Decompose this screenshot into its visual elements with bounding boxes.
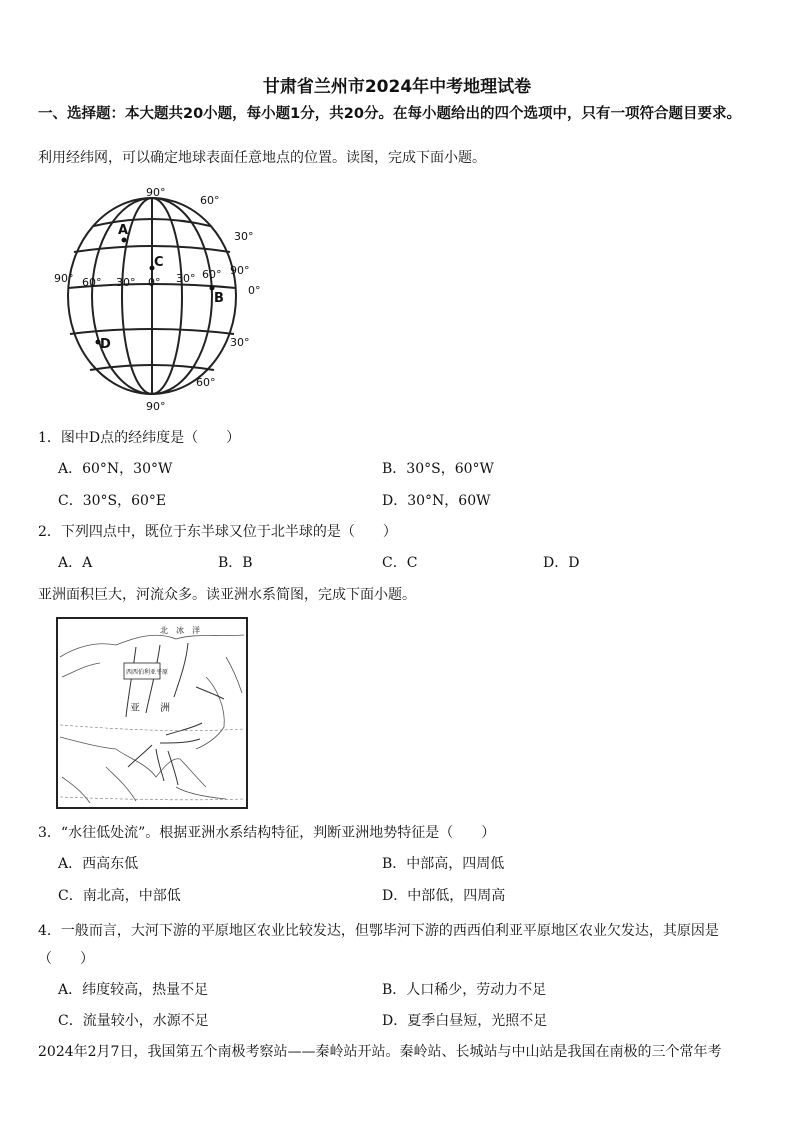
q2-option-b[interactable]: B．B [218,555,253,571]
point-b-marker [210,286,215,291]
question-3-stem: 3．“水往低处流”。根据亚洲水系结构特征，判断亚洲地势特征是（ ） [38,825,496,841]
q1-option-c[interactable]: C．30°S，60°E [58,493,167,509]
lat-label-90s: 90° [146,400,166,413]
lon-label-30e: 30° [176,272,196,285]
label-asia: 亚 洲 [130,703,170,714]
label-arctic-ocean: 北 冰 洋 [160,626,200,635]
point-d-label: D [100,337,111,352]
point-c-label: C [154,255,164,270]
question-4-stem: 4．一般而言，大河下游的平原地区农业比较发达，但鄂毕河下游的西西伯利亚平原地区农业欠发达，其原因是（ ） [38,923,719,967]
lon-label-60e: 60° [202,268,222,281]
q4-option-b[interactable]: B．人口稀少，劳动力不足 [382,982,547,998]
globe-grid [68,198,236,394]
point-b-label: B [214,291,224,306]
point-a-marker [122,238,127,243]
lat-label-60n: 60° [200,194,220,207]
lon-label-90w: 90° [54,272,74,285]
label-west-siberian-plain: 西西伯利亚平原 [126,669,169,676]
q1-option-a[interactable]: A．60°N，30°W [58,461,173,477]
q3-option-a[interactable]: A．西高东低 [58,856,139,872]
lon-label-90e: 90° [230,264,250,277]
graticule-globe-figure [52,182,268,414]
lon-label-30w: 30° [116,276,136,289]
lat-label-30n: 30° [234,230,254,243]
lat-label-0: 0° [248,284,261,297]
asia-river-map-figure [56,617,248,809]
q1-option-b[interactable]: B．30°S，60°W [382,461,494,477]
q4-option-a[interactable]: A．纬度较高，热量不足 [58,982,209,998]
q4-option-d[interactable]: D．夏季白昼短，光照不足 [382,1013,548,1029]
q2-option-d[interactable]: D．D [543,555,580,571]
page-title: 甘肃省兰州市2024年中考地理试卷 [262,77,532,97]
point-a-label: A [118,223,129,238]
q3-option-b[interactable]: B．中部高，四周低 [382,856,505,872]
q3-option-c[interactable]: C．南北高，中部低 [58,888,181,904]
q2-option-c[interactable]: C．C [382,555,418,571]
intro-paragraph-1: 利用经纬网，可以确定地球表面任意地点的位置。读图，完成下面小题。 [38,150,486,166]
intro-paragraph-3: 2024年2月7日，我国第五个南极考察站——秦岭站开站。秦岭站、长城站与中山站是我国在南极的三个常年考 [38,1044,722,1060]
lon-label-60w: 60° [82,276,102,289]
lon-label-0: 0° [148,276,161,289]
q3-option-d[interactable]: D．中部低，四周高 [382,888,506,904]
section-heading: 一、选择题：本大题共20小题，每小题1分，共20分。在每小题给出的四个选项中，只有一项符合题目要求。 [38,106,741,122]
q2-option-a[interactable]: A．A [58,555,93,571]
question-2-stem: 2．下列四点中，既位于东半球又位于北半球的是（ ） [38,524,397,540]
lat-label-60s: 60° [196,376,216,389]
lat-label-30s: 30° [230,336,250,349]
q4-option-c[interactable]: C．流量较小，水源不足 [58,1013,209,1029]
question-1-stem: 1．图中D点的经纬度是（ ） [38,430,241,446]
lat-label-90n: 90° [146,186,166,199]
intro-paragraph-2: 亚洲面积巨大，河流众多。读亚洲水系简图，完成下面小题。 [38,587,416,603]
q1-option-d[interactable]: D．30°N，60W [382,493,491,509]
